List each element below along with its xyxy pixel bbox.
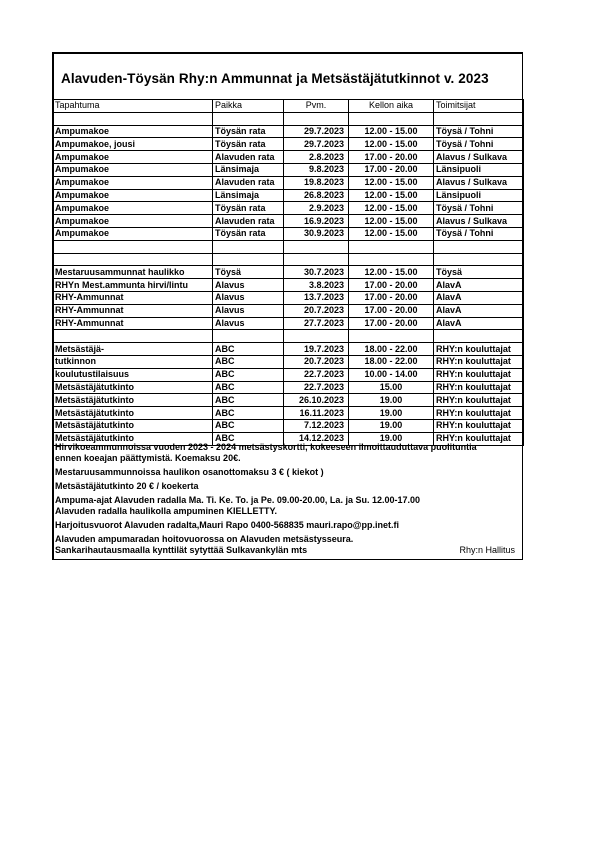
cell-organizers: Alavus / Sulkava [434,215,524,228]
cell-time: 12.00 - 15.00 [349,176,434,189]
cell-date: 22.7.2023 [284,381,349,394]
cell-organizers: Länsipuoli [434,189,524,202]
table-spacer-row [53,253,524,266]
note-line: ennen koeajan päättymistä. Koemaksu 20€. [55,453,241,463]
cell-date: 20.7.2023 [284,355,349,368]
cell-place: ABC [213,407,284,420]
cell-event [53,253,213,266]
cell-organizers: Alavus / Sulkava [434,151,524,164]
cell-date: 26.8.2023 [284,189,349,202]
table-row [53,343,524,356]
cell-time [349,112,434,125]
cell-place: Töysän rata [213,227,284,240]
cell-date: 9.8.2023 [284,163,349,176]
header-event: Tapahtuma [53,100,213,113]
header-time: Kellon aika [349,100,434,113]
table-row [53,291,524,304]
cell-place: Alavuden rata [213,215,284,228]
cell-event: Metsästäjätutkinto [53,394,213,407]
cell-organizers: RHY:n kouluttajat [434,432,524,445]
cell-event: RHY-Ammunnat [53,317,213,330]
cell-date [284,253,349,266]
cell-time: 15.00 [349,381,434,394]
table-row [53,202,524,215]
cell-organizers: Alavus / Sulkava [434,176,524,189]
table-row [53,163,524,176]
cell-event: Ampumakoe [53,151,213,164]
cell-event: Ampumakoe [53,176,213,189]
cell-time: 19.00 [349,432,434,445]
cell-event: RHY-Ammunnat [53,304,213,317]
table-row [53,394,524,407]
cell-event: Ampumakoe [53,202,213,215]
cell-event: Metsästäjätutkinto [53,432,213,445]
table-spacer-row [53,112,524,125]
cell-organizers [434,253,524,266]
cell-place [213,240,284,253]
cell-event: Mestaruusammunnat haulikko [53,266,213,279]
cell-date: 2.9.2023 [284,202,349,215]
cell-time: 18.00 - 22.00 [349,355,434,368]
cell-organizers [434,330,524,343]
cell-organizers: RHY:n kouluttajat [434,381,524,394]
cell-place: Alavus [213,304,284,317]
note-line: Sankarihautausmaalla kynttilät sytyttää Sulkavankylän mts Rhy:n Hallitus [55,545,515,555]
cell-organizers: Töysä / Tohni [434,138,524,151]
cell-organizers: Töysä / Tohni [434,227,524,240]
cell-time: 19.00 [349,419,434,432]
cell-date: 30.9.2023 [284,227,349,240]
cell-time: 17.00 - 20.00 [349,304,434,317]
cell-event: Ampumakoe [53,125,213,138]
table-row [53,151,524,164]
cell-organizers: AlavA [434,304,524,317]
cell-time [349,240,434,253]
cell-organizers: RHY:n kouluttajat [434,343,524,356]
cell-time [349,330,434,343]
page-title: Alavuden-Töysän Rhy:n Ammunnat ja Metsästäjätutkinnot v. 2023 [61,71,489,86]
table-row [53,125,524,138]
table-header-row [53,100,524,113]
header-organizers: Toimitsijat [434,100,524,113]
note-line: Ampuma-ajat Alavuden radalla Ma. Ti. Ke. To. ja Pe. 09.00-20.00, La. ja Su. 12.00-17.00 [55,495,420,505]
table-row [53,381,524,394]
cell-event: Ampumakoe [53,163,213,176]
note-line: Mestaruusammunnoissa haulikon osanottomaksu 3 € ( kiekot ) [55,467,324,477]
cell-organizers: AlavA [434,291,524,304]
cell-place: ABC [213,343,284,356]
cell-date: 29.7.2023 [284,125,349,138]
cell-date [284,112,349,125]
cell-place: Alavus [213,279,284,292]
cell-time: 12.00 - 15.00 [349,125,434,138]
cell-time: 17.00 - 20.00 [349,163,434,176]
cell-organizers: Töysä / Tohni [434,125,524,138]
table-row [53,279,524,292]
cell-event: koulutustilaisuus [53,368,213,381]
cell-time: 12.00 - 15.00 [349,138,434,151]
cell-organizers: RHY:n kouluttajat [434,355,524,368]
cell-date: 22.7.2023 [284,368,349,381]
cell-place: ABC [213,381,284,394]
cell-time: 17.00 - 20.00 [349,279,434,292]
cell-organizers: AlavA [434,317,524,330]
cell-date: 14.12.2023 [284,432,349,445]
cell-organizers: RHY:n kouluttajat [434,419,524,432]
cell-date: 7.12.2023 [284,419,349,432]
table-row [53,355,524,368]
cell-place: ABC [213,432,284,445]
cell-place [213,112,284,125]
cell-place: Alavuden rata [213,151,284,164]
cell-date: 19.7.2023 [284,343,349,356]
cell-date: 30.7.2023 [284,266,349,279]
cell-time: 17.00 - 20.00 [349,317,434,330]
cell-place: ABC [213,368,284,381]
cell-event: Ampumakoe, jousi [53,138,213,151]
cell-place: ABC [213,355,284,368]
table-row [53,215,524,228]
table-row [53,266,524,279]
cell-event: Metsästäjätutkinto [53,407,213,420]
cell-date: 27.7.2023 [284,317,349,330]
cell-time: 17.00 - 20.00 [349,151,434,164]
cell-time: 12.00 - 15.00 [349,266,434,279]
table-row [53,138,524,151]
cell-date [284,240,349,253]
cell-place [213,330,284,343]
cell-date [284,330,349,343]
cell-place: Töysän rata [213,138,284,151]
cell-place: ABC [213,394,284,407]
cell-place: ABC [213,419,284,432]
cell-date: 16.11.2023 [284,407,349,420]
cell-organizers [434,112,524,125]
cell-event: Ampumakoe [53,215,213,228]
cell-organizers: RHY:n kouluttajat [434,394,524,407]
cell-event [53,330,213,343]
header-place: Paikka [213,100,284,113]
cell-event: RHY-Ammunnat [53,291,213,304]
table-row [53,227,524,240]
cell-time: 12.00 - 15.00 [349,227,434,240]
cell-organizers [434,240,524,253]
cell-place: Alavus [213,291,284,304]
cell-time: 19.00 [349,394,434,407]
cell-date: 20.7.2023 [284,304,349,317]
header-date: Pvm. [284,100,349,113]
cell-place: Länsimaja [213,163,284,176]
notes-section [55,442,515,556]
cell-organizers: Töysä / Tohni [434,202,524,215]
cell-time: 12.00 - 15.00 [349,189,434,202]
cell-time: 18.00 - 22.00 [349,343,434,356]
cell-time: 17.00 - 20.00 [349,291,434,304]
cell-time [349,253,434,266]
cell-event: tutkinnon [53,355,213,368]
cell-place: Töysän rata [213,125,284,138]
cell-place: Töysän rata [213,202,284,215]
cell-event: Metsästäjä- [53,343,213,356]
note-line: Alavuden ampumaradan hoitovuorossa on Alavuden metsästysseura. [55,534,354,544]
note-line: Metsästäjätutkinto 20 € / koekerta [55,481,199,491]
cell-organizers: AlavA [434,279,524,292]
cell-date: 2.8.2023 [284,151,349,164]
table-spacer-row [53,330,524,343]
cell-event [53,240,213,253]
table-row [53,189,524,202]
cell-place: Länsimaja [213,189,284,202]
cell-organizers: Länsipuoli [434,163,524,176]
cell-place: Alavus [213,317,284,330]
cell-organizers: RHY:n kouluttajat [434,407,524,420]
cell-time: 10.00 - 14.00 [349,368,434,381]
note-line: Alavuden radalla haulikolla ampuminen KIELLETTY. [55,506,278,516]
table-row [53,304,524,317]
note-line: Hirvikoeammunnoissa vuoden 2023 - 2024 metsästyskortti, kokeeseen ilmoittauduttava puolituntia [55,442,477,452]
signature: Rhy:n Hallitus [459,545,515,555]
cell-date: 29.7.2023 [284,138,349,151]
cell-event: RHYn Mest.ammunta hirvi/lintu [53,279,213,292]
cell-event: Ampumakoe [53,189,213,202]
cell-place: Töysä [213,266,284,279]
cell-date: 3.8.2023 [284,279,349,292]
cell-time: 19.00 [349,407,434,420]
cell-event [53,112,213,125]
note-line: Harjoitusvuorot Alavuden radalta,Mauri Rapo 0400-568835 mauri.rapo@pp.inet.fi [55,520,400,530]
table-row [53,407,524,420]
cell-place: Alavuden rata [213,176,284,189]
schedule-table [52,99,524,446]
table-row [53,176,524,189]
cell-place [213,253,284,266]
cell-date: 19.8.2023 [284,176,349,189]
cell-event: Metsästäjätutkinto [53,419,213,432]
table-row [53,317,524,330]
table-row [53,368,524,381]
cell-event: Ampumakoe [53,227,213,240]
cell-time: 12.00 - 15.00 [349,202,434,215]
cell-organizers: RHY:n kouluttajat [434,368,524,381]
cell-organizers: Töysä [434,266,524,279]
cell-event: Metsästäjätutkinto [53,381,213,394]
cell-time: 12.00 - 15.00 [349,215,434,228]
table-row [53,419,524,432]
cell-date: 13.7.2023 [284,291,349,304]
cell-date: 26.10.2023 [284,394,349,407]
cell-date: 16.9.2023 [284,215,349,228]
table-spacer-row [53,240,524,253]
